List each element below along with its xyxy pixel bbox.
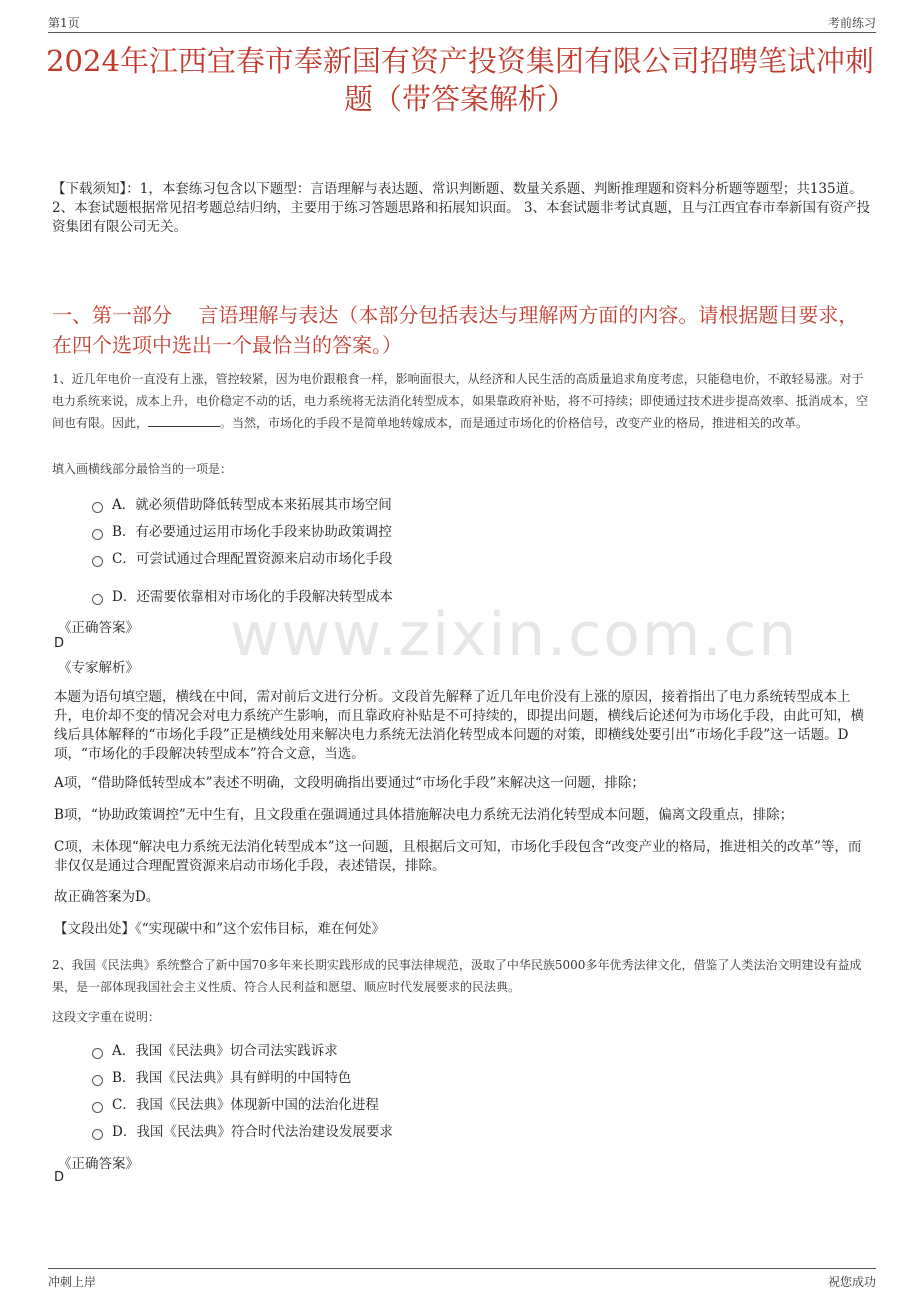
q1-source: 【文段出处】《“实现碳中和”这个宏伟目标，难在何处》 [54,921,386,937]
q1-analysis-main: 本题为语句填空题，横线在中间，需对前后文进行分析。文段首先解释了近几年电价没有上涨的原因，接着指出了电力系统转型成本上升，电价却不变的情况会对电力系统产生影响，而且靠政府补贴是不可持续的，即提出问题，横线后论述何为市场化手段，由此可知，横线后具体解释的“市场化手段”正是横线处用来解决电力系统无法消化转型成本问题的对策，即横线处要引出“市场化手段”这一话题。D项，“市场化的手段解决转型成本”符合文意，当选。 [54,689,864,762]
q1-analysis-a: A项，“借助降低转型成本”表述不明确，文段明确指出要通过“市场化手段”来解决这一问题，排除； [54,775,645,791]
radio-icon[interactable] [92,1129,103,1140]
q1-analysis-c: C项，未体现“解决电力系统无法消化转型成本”这一问题，且根据后文可知，市场化手段包含“改变产业的格局，推进相关的改革”等，而非仅仅是通过合理配置资源来启动市场化手段，表述错误，排除。 [54,839,862,874]
radio-icon[interactable] [92,1102,103,1113]
header-category: 考前练习 [827,16,876,30]
q2-option-a[interactable]: A．我国《民法典》切合司法实践诉求 [92,1040,338,1062]
radio-icon[interactable] [92,502,103,513]
page-header [48,12,876,33]
footer-right: 祝您成功 [827,1275,876,1289]
q1-answer-label: 《正确答案》 [58,620,139,636]
radio-icon[interactable] [92,594,103,605]
q1-option-a[interactable]: A．就必须借助降低转型成本来拓展其市场空间 [92,494,392,516]
document-title: 2024年江西宜春市奉新国有资产投资集团有限公司招聘笔试冲刺题（带答案解析） [46,44,874,116]
radio-icon[interactable] [92,556,103,567]
q2-option-c[interactable]: C．我国《民法典》体现新中国的法治化进程 [92,1094,379,1116]
watermark: www.zixin.com.cn [230,600,799,670]
download-notice: 【下载须知】：1，本套练习包含以下题型：言语理解与表达题、常识判断题、数量关系题、判断推理题和资料分析题等题型；共135道。 2、本套试题根据常见招考题总结归纳，主要用于练习答题思路和拓展知识面。 3、本套试题非考试真题，且与江西宜春市奉新国有资产投资集团有限公司无关。 [52,181,870,235]
q2-answer: D [54,1170,65,1185]
radio-icon[interactable] [92,529,103,540]
page-footer [48,1268,876,1289]
footer-left: 冲刺上岸 [48,1275,97,1289]
q2-option-d[interactable]: D．我国《民法典》符合时代法治建设发展要求 [92,1121,393,1143]
q2-option-b[interactable]: B．我国《民法典》具有鲜明的中国特色 [92,1067,351,1089]
page-number: 第1页 [48,16,80,30]
q1-option-d[interactable]: D．还需要依靠相对市场化的手段解决转型成本 [92,586,393,608]
q1-option-b[interactable]: B．有必要通过运用市场化手段来协助政策调控 [92,521,392,543]
q1-conclusion: 故正确答案为D。 [54,889,160,905]
radio-icon[interactable] [92,1075,103,1086]
q1-answer: D [54,636,65,651]
q1-analysis-label: 《专家解析》 [58,660,139,676]
q1-analysis-b: B项，“协助政策调控”无中生有，且文段重在强调通过具体措施解决电力系统无法消化转型成本问题，偏离文段重点，排除； [54,807,794,823]
question-1-text: 1、近几年电价一直没有上涨，管控较紧，因为电价跟粮食一样，影响面很大，从经济和人民生活的高质量追求角度考虑，只能稳电价，不敢轻易涨。对于电力系统来说，成本上升，电价稳定不动的话，电力系统将无法消化转型成本，如果靠政府补贴，将不可持续；即使通过技术进步提高效率、抵消成本，空间也有限。因此， 。当然，市场化的手段不是简单地转嫁成本，而是通过市场化的价格信号，改变产业的格局，推进相关的改革。 [52,372,869,430]
section-heading: 一、第一部分 言语理解与表达（本部分包括表达与理解两方面的内容。请根据题目要求，在四个选项中选出一个最恰当的答案。） [52,303,859,357]
q1-option-c[interactable]: C．可尝试通过合理配置资源来启动市场化手段 [92,548,392,570]
radio-icon[interactable] [92,1048,103,1059]
q2-answer-label: 《正确答案》 [58,1156,139,1172]
question-1-prompt: 填入画横线部分最恰当的一项是： [52,462,233,476]
question-2-text: 2、我国《民法典》系统整合了新中国70多年来长期实践形成的民事法律规范，汲取了中华民族5000多年优秀法律文化，借鉴了人类法治文明建设有益成果，是一部体现我国社会主义性质、符合人民利益和愿望、顺应时代发展要求的民法典。 [52,958,862,994]
question-2-prompt: 这段文字重在说明： [52,1010,161,1024]
fill-blank [148,416,220,427]
